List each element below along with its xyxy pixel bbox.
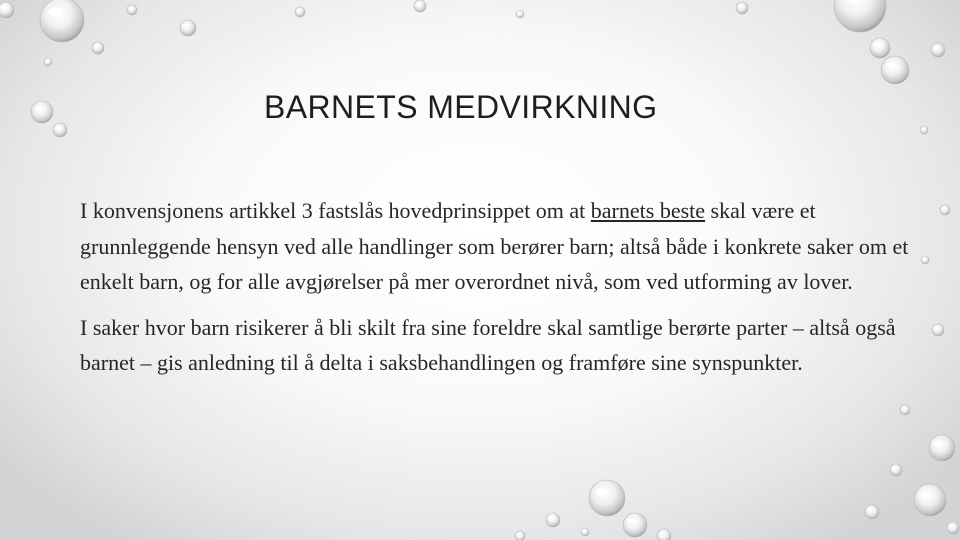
water-droplet-highlight bbox=[949, 525, 953, 527]
water-droplet-highlight bbox=[517, 533, 520, 535]
water-droplet-highlight bbox=[886, 62, 895, 68]
water-droplet bbox=[931, 43, 945, 57]
paragraph-text-end: skal være et grunnleggende hensyn ved alle handlinger som berører barn; altså både i konkrete saker om et enkelt barn, og for alle avgjørelser på mer overordnet nivå, som ved utforming av lover. bbox=[80, 198, 909, 294]
water-droplet bbox=[920, 126, 928, 134]
paragraph-participation: I saker hvor barn risikerer å bli skilt fra sine foreldre skal samtlige berørte parter – altså også barnet – gis anledning til å delta i saksbehandlingen og framføre sine synspunkter. bbox=[80, 314, 896, 375]
water-droplet-highlight bbox=[923, 258, 926, 260]
water-droplet-highlight bbox=[596, 488, 608, 495]
water-droplet bbox=[865, 505, 879, 519]
water-droplet-highlight bbox=[628, 518, 636, 523]
water-droplet-highlight bbox=[934, 327, 938, 329]
water-droplet-highlight bbox=[56, 126, 60, 129]
water-droplet bbox=[516, 10, 524, 18]
water-droplet-highlight bbox=[297, 9, 300, 11]
water-droplet bbox=[932, 324, 944, 336]
water-droplet bbox=[921, 256, 929, 264]
water-droplet-highlight bbox=[549, 516, 553, 519]
water-droplet bbox=[581, 528, 589, 536]
water-droplet bbox=[870, 38, 890, 58]
water-droplet-highlight bbox=[46, 60, 49, 62]
water-droplet-highlight bbox=[934, 46, 938, 49]
water-droplet bbox=[53, 123, 67, 137]
water-droplet-highlight bbox=[934, 441, 942, 446]
water-droplet-highlight bbox=[416, 3, 420, 5]
slide-title: BARNETS MEDVIRKNING bbox=[264, 89, 658, 125]
water-droplet bbox=[929, 435, 955, 461]
water-droplet bbox=[515, 531, 525, 540]
water-droplet-highlight bbox=[129, 7, 132, 9]
water-droplet bbox=[834, 0, 886, 32]
paragraph-barnets-beste bbox=[80, 193, 910, 300]
water-droplet bbox=[295, 7, 305, 17]
water-droplet-highlight bbox=[518, 12, 521, 14]
water-droplet bbox=[40, 0, 84, 42]
water-droplet-highlight bbox=[583, 530, 586, 532]
water-droplet-highlight bbox=[902, 407, 905, 409]
water-droplet bbox=[31, 101, 53, 123]
water-droplet-highlight bbox=[892, 467, 896, 469]
water-droplet bbox=[940, 205, 950, 215]
water-droplet bbox=[0, 2, 14, 18]
water-droplet bbox=[180, 20, 196, 36]
water-droplet bbox=[127, 5, 137, 15]
water-droplet bbox=[914, 484, 946, 516]
water-droplet-highlight bbox=[1, 6, 6, 9]
water-droplet bbox=[546, 513, 560, 527]
water-droplet-highlight bbox=[868, 508, 872, 511]
water-droplet-highlight bbox=[738, 5, 742, 7]
water-droplet-highlight bbox=[874, 43, 880, 47]
paragraph-text-start: I konvensjonens artikkel 3 fastslås hovedprinsippet om at bbox=[80, 198, 591, 223]
water-droplet bbox=[44, 58, 52, 66]
water-droplet bbox=[947, 522, 959, 534]
water-droplet bbox=[414, 0, 426, 12]
water-droplet-highlight bbox=[48, 8, 62, 17]
water-droplet-highlight bbox=[660, 532, 664, 535]
water-droplet bbox=[881, 56, 909, 84]
water-droplet bbox=[92, 42, 104, 54]
water-droplet-highlight bbox=[94, 45, 98, 47]
water-droplet bbox=[657, 529, 671, 540]
water-droplet bbox=[736, 2, 748, 14]
water-droplet-highlight bbox=[183, 24, 188, 27]
water-droplet bbox=[890, 464, 902, 476]
water-droplet bbox=[900, 405, 910, 415]
water-droplet bbox=[623, 513, 647, 537]
water-droplet-highlight bbox=[35, 106, 42, 110]
water-droplet-highlight bbox=[920, 491, 930, 497]
water-droplet bbox=[589, 480, 625, 516]
water-droplet-highlight bbox=[922, 128, 925, 130]
underlined-term-barnets-beste: barnets beste bbox=[590, 198, 706, 223]
slide-body bbox=[80, 193, 910, 381]
water-droplet-highlight bbox=[942, 207, 945, 209]
